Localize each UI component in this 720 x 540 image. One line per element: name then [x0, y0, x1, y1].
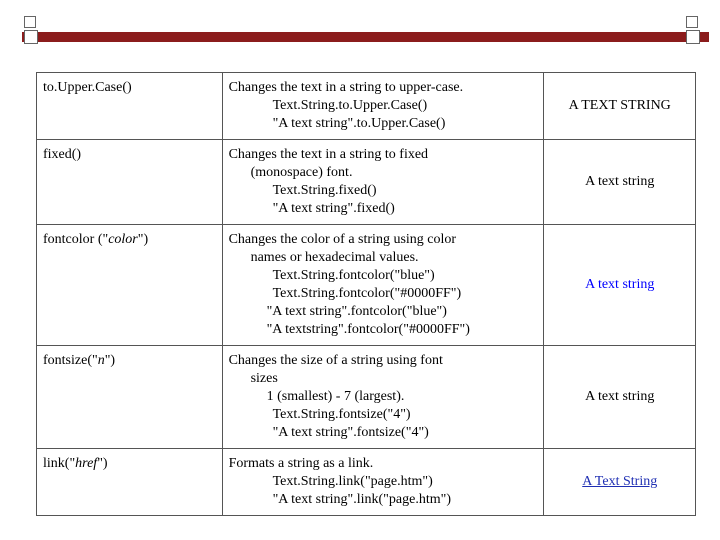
- table-row: [37, 225, 696, 346]
- desc-line: Formats a string as a link.: [228, 456, 374, 471]
- result-text: A TEXT STRING: [568, 98, 671, 113]
- desc-line: "A text string".fixed(): [272, 201, 395, 216]
- corner-square-icon: [686, 30, 700, 44]
- table-row: [37, 73, 696, 140]
- desc-line: Text.String.fixed(): [272, 183, 377, 198]
- desc-line: "A text string".link("page.htm"): [272, 492, 451, 507]
- method-description: [222, 73, 544, 140]
- desc-line: Text.String.fontsize("4"): [272, 407, 411, 422]
- desc-line: sizes: [250, 371, 278, 386]
- desc-line: "A text string".fontcolor("blue"): [266, 304, 447, 319]
- desc-line: Text.String.fontcolor("blue"): [272, 268, 435, 283]
- desc-line: (monospace) font.: [250, 165, 353, 180]
- desc-line: "A text string".fontsize("4"): [272, 425, 429, 440]
- corner-square-icon: [24, 30, 38, 44]
- method-name-text: fixed(): [43, 147, 82, 162]
- desc-line: "A text string".to.Upper.Case(): [272, 116, 446, 131]
- string-methods-table: [36, 72, 696, 516]
- desc-line: names or hexadecimal values.: [250, 250, 419, 265]
- method-description: [222, 449, 544, 516]
- method-name: [37, 346, 223, 449]
- desc-line: Text.String.fontcolor("#0000FF"): [272, 286, 462, 301]
- method-name-text: fontsize(": [43, 353, 98, 368]
- method-name-suffix: "): [104, 353, 116, 368]
- method-result[interactable]: [544, 449, 696, 516]
- method-name-suffix: "): [97, 456, 108, 471]
- method-name: [37, 73, 223, 140]
- desc-line: Changes the text in a string to fixed: [228, 147, 429, 162]
- result-link[interactable]: A Text String: [582, 474, 658, 489]
- method-result: [544, 346, 696, 449]
- method-description: [222, 225, 544, 346]
- desc-line: Text.String.to.Upper.Case(): [272, 98, 428, 113]
- corner-square-icon: [686, 16, 698, 28]
- desc-line: Changes the text in a string to upper-case.: [228, 80, 464, 95]
- title-bar-stripe: [22, 32, 709, 42]
- desc-line: Text.String.link("page.htm"): [272, 474, 433, 489]
- desc-line: "A textstring".fontcolor("#0000FF"): [266, 322, 470, 337]
- method-name-suffix: "): [137, 232, 149, 247]
- method-param: href: [75, 456, 98, 471]
- result-text: A text string: [585, 389, 655, 404]
- corner-square-icon: [24, 16, 36, 28]
- desc-line: Changes the color of a string using color: [228, 232, 457, 247]
- desc-line: 1 (smallest) - 7 (largest).: [266, 389, 405, 404]
- result-text: A text string: [585, 277, 655, 292]
- desc-line: Changes the size of a string using font: [228, 353, 443, 368]
- method-param: color: [108, 232, 138, 247]
- method-result: [544, 73, 696, 140]
- table-row: [37, 140, 696, 225]
- method-name: [37, 449, 223, 516]
- method-description: [222, 140, 544, 225]
- method-description: [222, 346, 544, 449]
- method-result: [544, 140, 696, 225]
- method-name-text: fontcolor (": [43, 232, 109, 247]
- table-row: [37, 346, 696, 449]
- method-name: [37, 140, 223, 225]
- method-name-text: link(": [43, 456, 76, 471]
- method-param: n: [97, 353, 105, 368]
- result-text: A text string: [585, 174, 655, 189]
- method-name: [37, 225, 223, 346]
- method-result: [544, 225, 696, 346]
- table-row: [37, 449, 696, 516]
- method-name-text: to.Upper.Case(): [43, 80, 132, 95]
